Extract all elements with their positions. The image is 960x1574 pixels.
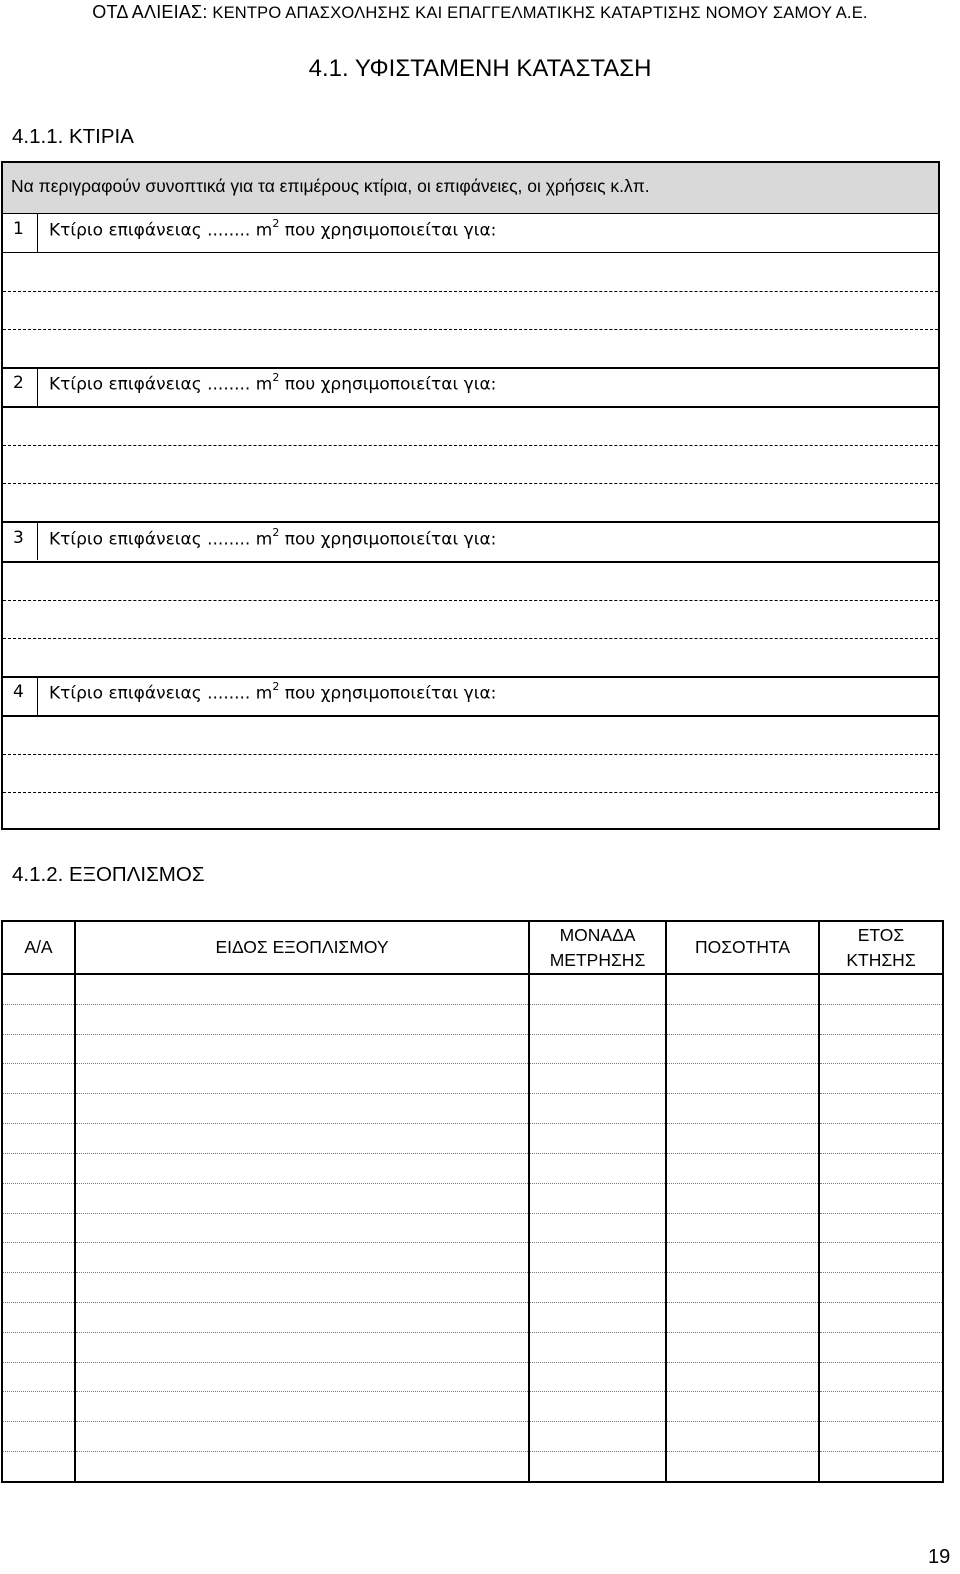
empty-cell: [75, 1362, 529, 1392]
empty-cell: [529, 1183, 666, 1213]
empty-cell: [75, 1124, 529, 1154]
header-prefix: ΟΤΔ ΑΛΙΕΙΑΣ:: [92, 2, 208, 22]
empty-cell: [529, 1302, 666, 1332]
row-number-divider: [37, 522, 38, 560]
row-divider: [3, 561, 938, 563]
empty-cell: [819, 1362, 943, 1392]
write-in-line: [3, 291, 938, 292]
empty-cell: [666, 1004, 819, 1034]
empty-cell: [529, 1213, 666, 1243]
equipment-table-body: [2, 974, 943, 1482]
empty-cell: [819, 974, 943, 1004]
page-number: 19: [928, 1546, 951, 1568]
empty-cell: [666, 1332, 819, 1362]
empty-cell: [666, 1243, 819, 1273]
table-row: [2, 1124, 943, 1154]
empty-cell: [666, 1094, 819, 1124]
empty-cell: [75, 1273, 529, 1303]
empty-cell: [819, 1094, 943, 1124]
empty-cell: [666, 1213, 819, 1243]
empty-cell: [819, 1332, 943, 1362]
building-description: Κτίριο επιφάνειας ........ $m^2$ που χρησιμοποιείται για:: [49, 217, 497, 241]
empty-cell: [529, 974, 666, 1004]
building-description: Κτίριο επιφάνειας ........ $m^2$ που χρησιμοποιείται για:: [49, 680, 497, 704]
write-in-line: [3, 754, 938, 755]
header-organization: ΚΕΝΤΡΟ ΑΠΑΣΧΟΛΗΣΗΣ ΚΑΙ ΕΠΑΓΓΕΛΜΑΤΙΚΗΣ ΚΑΤΑΡΤΙΣΗΣ ΝΟΜΟΥ ΣΑΜΟΥ Α.Ε.: [212, 4, 868, 22]
table-row: [2, 1213, 943, 1243]
empty-cell: [819, 1392, 943, 1422]
empty-cell: [666, 1153, 819, 1183]
building-description: Κτίριο επιφάνειας ........ $m^2$ που χρησιμοποιείται για:: [49, 371, 497, 395]
column-header-quantity: ΠΟΣΟΤΗΤΑ: [666, 921, 819, 974]
table-row: [2, 1243, 943, 1273]
empty-cell: [819, 1124, 943, 1154]
empty-cell: [529, 1094, 666, 1124]
empty-cell: [529, 1422, 666, 1452]
empty-cell: [75, 1064, 529, 1094]
write-in-line: [3, 792, 938, 793]
write-in-line: [3, 483, 938, 484]
empty-cell: [819, 1064, 943, 1094]
buildings-instruction: Να περιγραφούν συνοπτικά για τα επιμέρους κτίρια, οι επιφάνειες, οι χρήσεις κ.λπ.: [11, 176, 650, 196]
empty-cell: [75, 1452, 529, 1482]
empty-cell: [819, 1183, 943, 1213]
table-row: [2, 1004, 943, 1034]
empty-cell: [529, 1392, 666, 1422]
table-row: [2, 1302, 943, 1332]
empty-cell: [75, 1422, 529, 1452]
empty-cell: [666, 1273, 819, 1303]
building-description: Κτίριο επιφάνειας ........ $m^2$ που χρησιμοποιείται για:: [49, 526, 497, 550]
row-divider: [3, 406, 938, 408]
row-number-divider: [37, 677, 38, 715]
empty-cell: [819, 1153, 943, 1183]
row-divider: [3, 252, 938, 253]
table-row: [2, 1273, 943, 1303]
empty-cell: [666, 1302, 819, 1332]
page-header: [0, 2, 960, 23]
table-row: [2, 1183, 943, 1213]
empty-cell: [529, 1004, 666, 1034]
column-header-unit: ΜΟΝΑΔΑ ΜΕΤΡΗΣΗΣ: [529, 921, 666, 974]
empty-cell: [75, 1004, 529, 1034]
empty-cell: [2, 1034, 75, 1064]
write-in-line: [3, 329, 938, 330]
row-divider: [3, 676, 938, 678]
empty-cell: [2, 1362, 75, 1392]
building-number: 3: [13, 528, 24, 548]
empty-cell: [529, 1034, 666, 1064]
empty-cell: [2, 1392, 75, 1422]
empty-cell: [75, 974, 529, 1004]
empty-cell: [666, 974, 819, 1004]
empty-cell: [529, 1273, 666, 1303]
empty-cell: [75, 1094, 529, 1124]
empty-cell: [2, 1064, 75, 1094]
empty-cell: [819, 1302, 943, 1332]
empty-cell: [529, 1243, 666, 1273]
empty-cell: [2, 1422, 75, 1452]
empty-cell: [819, 1004, 943, 1034]
empty-cell: [2, 1213, 75, 1243]
empty-cell: [529, 1452, 666, 1482]
row-number-divider: [37, 214, 38, 252]
empty-cell: [666, 1183, 819, 1213]
row-number-divider: [37, 368, 38, 406]
empty-cell: [2, 974, 75, 1004]
empty-cell: [529, 1362, 666, 1392]
buildings-box: [1, 161, 940, 830]
equipment-heading: 4.1.2. ΕΞΟΠΛΙΣΜΟΣ: [12, 863, 205, 886]
empty-cell: [666, 1064, 819, 1094]
table-row: [2, 1362, 943, 1392]
empty-cell: [819, 1034, 943, 1064]
row-divider: [3, 367, 938, 369]
write-in-line: [3, 638, 938, 639]
write-in-line: [3, 445, 938, 446]
empty-cell: [75, 1153, 529, 1183]
table-row: [2, 1452, 943, 1482]
section-title: 4.1. ΥΦΙΣΤΑΜΕΝΗ ΚΑΤΑΣΤΑΣΗ: [308, 55, 652, 82]
empty-cell: [819, 1243, 943, 1273]
building-number: 1: [13, 219, 24, 239]
empty-cell: [529, 1124, 666, 1154]
table-row: [2, 1064, 943, 1094]
column-header-equipment-type: ΕΙΔΟΣ ΕΞΟΠΛΙΣΜΟΥ: [75, 921, 529, 974]
table-row: [2, 1153, 943, 1183]
row-divider: [3, 715, 938, 717]
empty-cell: [2, 1124, 75, 1154]
table-header-row: [2, 921, 943, 974]
empty-cell: [75, 1392, 529, 1422]
empty-cell: [819, 1213, 943, 1243]
table-row: [2, 1094, 943, 1124]
empty-cell: [666, 1362, 819, 1392]
empty-cell: [666, 1392, 819, 1422]
empty-cell: [2, 1332, 75, 1362]
empty-cell: [75, 1183, 529, 1213]
empty-cell: [529, 1064, 666, 1094]
empty-cell: [2, 1273, 75, 1303]
empty-cell: [529, 1332, 666, 1362]
table-row: [2, 1422, 943, 1452]
row-divider: [3, 521, 938, 523]
column-header-acquisition-year: ΕΤΟΣ ΚΤΗΣΗΣ: [819, 921, 943, 974]
empty-cell: [75, 1034, 529, 1064]
building-number: 2: [13, 373, 24, 393]
empty-cell: [2, 1302, 75, 1332]
buildings-heading: 4.1.1. ΚΤΙΡΙΑ: [12, 125, 134, 148]
write-in-line: [3, 600, 938, 601]
table-row: [2, 1034, 943, 1064]
empty-cell: [2, 1243, 75, 1273]
table-row: [2, 1332, 943, 1362]
empty-cell: [666, 1124, 819, 1154]
building-number: 4: [13, 682, 24, 702]
empty-cell: [666, 1452, 819, 1482]
empty-cell: [819, 1422, 943, 1452]
empty-cell: [2, 1183, 75, 1213]
table-row: [2, 974, 943, 1004]
empty-cell: [75, 1332, 529, 1362]
table-row: [2, 1392, 943, 1422]
empty-cell: [2, 1452, 75, 1482]
empty-cell: [2, 1004, 75, 1034]
empty-cell: [75, 1243, 529, 1273]
empty-cell: [666, 1034, 819, 1064]
empty-cell: [2, 1094, 75, 1124]
empty-cell: [529, 1153, 666, 1183]
empty-cell: [666, 1422, 819, 1452]
column-header-aa: Α/Α: [2, 921, 75, 974]
empty-cell: [819, 1273, 943, 1303]
empty-cell: [75, 1302, 529, 1332]
equipment-table: [1, 920, 944, 1483]
empty-cell: [75, 1213, 529, 1243]
empty-cell: [2, 1153, 75, 1183]
empty-cell: [819, 1452, 943, 1482]
